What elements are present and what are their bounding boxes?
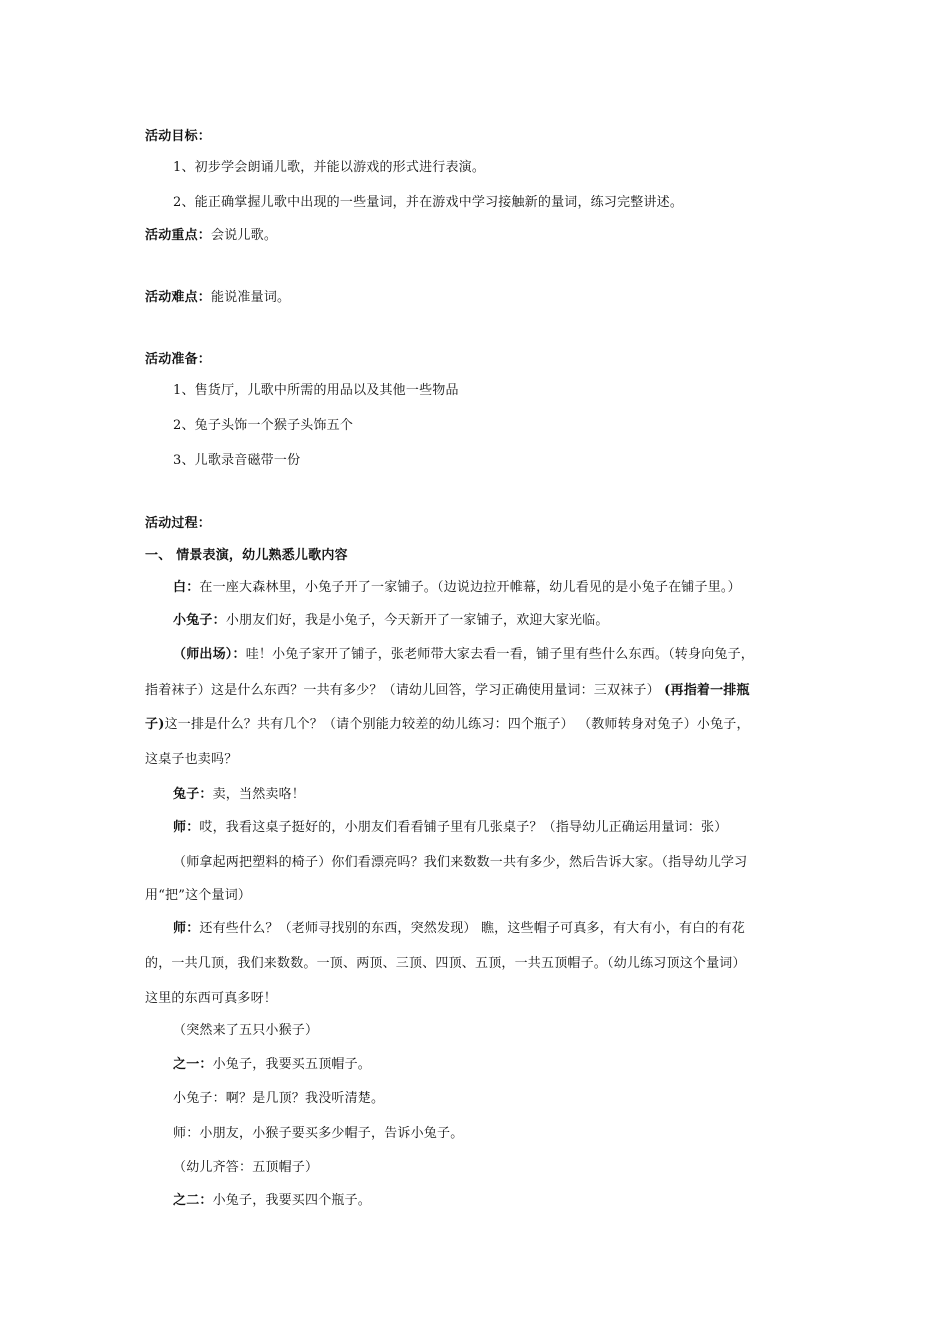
process-line-7: 兔子：卖，当然卖咯！ [173, 787, 306, 802]
goal-item-2: 2、能正确掌握儿歌中出现的一些量词，并在游戏中学习接触新的量词，练习完整讲述。 [173, 195, 684, 210]
process-line-3: （师出场）：哇！小兔子家开了铺子，张老师带大家去看一看，铺子里有些什么东西。（转身向兔子， [173, 647, 755, 662]
prep-item-3: 3、儿歌录音磁带一份 [173, 453, 301, 468]
process-line-6: 这桌子也卖吗？ [145, 752, 238, 767]
process-line-19: 之二：小兔子，我要买四个瓶子。 [173, 1193, 372, 1208]
process-line-17: 师：小朋友，小猴子要买多少帽子，告诉小兔子。 [173, 1126, 464, 1141]
goals-heading: 活动目标： [145, 129, 212, 144]
process-line-11: 师：还有些什么？（老师寻找别的东西，突然发现） 瞧，这些帽子可真多，有大有小，有白的有花 [173, 921, 745, 936]
focus-line: 活动重点：会说儿歌。 [145, 228, 278, 243]
process-line-4: 指着袜子）这是什么东西？一共有多少？（请幼儿回答，学习正确使用量词：三双袜子） (再指着一排瓶 [145, 683, 750, 698]
process-line-2: 小兔子：小朋友们好，我是小兔子，今天新开了一家铺子，欢迎大家光临。 [173, 613, 609, 628]
difficulty-line: 活动难点：能说准量词。 [145, 290, 291, 305]
process-line-13: 这里的东西可真多呀！ [145, 991, 278, 1006]
section-1-title: 一、 情景表演，幼儿熟悉儿歌内容 [145, 548, 348, 563]
goal-item-1: 1、初步学会朗诵儿歌，并能以游戏的形式进行表演。 [173, 160, 486, 175]
prep-item-2: 2、兔子头饰一个猴子头饰五个 [173, 418, 354, 433]
process-line-8: 师：哎，我看这桌子挺好的，小朋友们看看铺子里有几张桌子？（指导幼儿正确运用量词：张） [173, 820, 728, 835]
process-line-12: 的，一共几顶，我们来数数。一顶、两顶、三顶、四顶、五顶，一共五顶帽子。（幼儿练习顶这个量词） [145, 956, 746, 971]
process-line-9: （师拿起两把塑料的椅子）你们看漂亮吗？我们来数数一共有多少，然后告诉大家。（指导幼儿学习 [173, 855, 748, 870]
process-line-1: 白：在一座大森林里，小兔子开了一家铺子。（边说边拉开帷幕，幼儿看见的是小兔子在铺子里。） [173, 580, 741, 595]
prep-heading: 活动准备： [145, 352, 212, 367]
process-line-10: 用“把”这个量词） [145, 888, 252, 903]
prep-item-1: 1、售货厅，儿歌中所需的用品以及其他一些物品 [173, 383, 459, 398]
process-line-5: 子)这一排是什么？共有几个？（请个别能力较差的幼儿练习：四个瓶子） （教师转身对兔子）小兔子， [145, 717, 750, 732]
process-line-16: 小兔子：啊？是几顶？我没听清楚。 [173, 1091, 385, 1106]
process-line-18: （幼儿齐答：五顶帽子） [173, 1160, 319, 1175]
process-heading: 活动过程： [145, 516, 212, 531]
process-line-14: （突然来了五只小猴子） [173, 1023, 319, 1038]
process-line-15: 之一：小兔子，我要买五顶帽子。 [173, 1057, 372, 1072]
